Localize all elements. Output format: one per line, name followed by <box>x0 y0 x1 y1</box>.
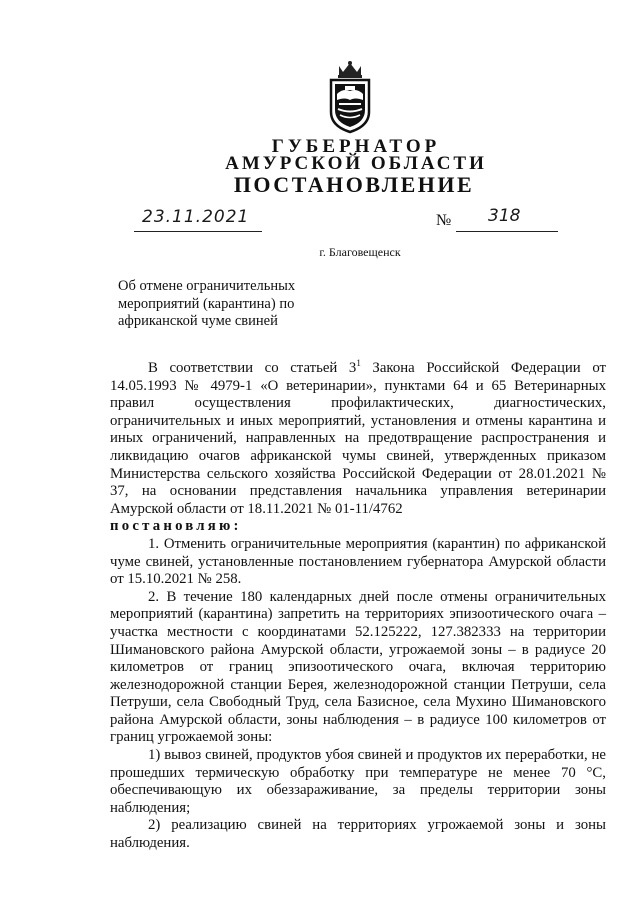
preamble-text-b: Закона Российской Федерации от 14.05.1993 № 4979-1 «О ветеринарии», пунктами 64 и 65 Ветеринарных правил осуществления профилактических, диагностических, ограничительных и иных мероприятий, установления и отмены карантина и иных ограничений, направленных на предотвращение распространения и ликвидацию очагов африканской чумы свиней, утвержденных приказом Министерства сельского хозяйства Российской Федерации от 28.01.2021 № 37, на основании представления начальника управления ветеринарии Амурской области от 18.11.2021 № 01-11/4762 <box>110 360 606 517</box>
document-subject: Об отмене ограничительных мероприятий (карантина) по африканской чуме свиней <box>118 278 296 329</box>
document-date: 23.11.2021 <box>142 207 250 227</box>
clause-1: 1. Отменить ограничительные мероприятия (карантин) по африканской чуме свиней, установленные постановлением губернатора Амурской области от 15.10.2021 № 258. <box>110 535 606 588</box>
document-body <box>110 360 606 853</box>
coat-of-arms-icon <box>325 60 375 136</box>
preamble-paragraph <box>110 360 606 518</box>
clause-2: 2. В течение 180 календарных дней после отмены ограничительных мероприятий (карантина) запретить на территориях эпизоотического очага – участка местности с координатами 52.125222, 127.382333 на территории Шимановского района Амурской области, угрожаемой зоны – в радиусе 20 километров от границ эпизоотического очага, включая территорию железнодорожной станции Берея, железнодорожной станции Петруши, села Петруши, села Свободный Труд, села Базисное, села Мухино Шимановского района Амурской области, зоны наблюдения – в радиусе 100 километров от границ угрожаемой зоны: <box>110 588 606 746</box>
region-title: АМУРСКОЙ ОБЛАСТИ <box>225 153 487 174</box>
preamble-superscript: 1 <box>356 358 361 369</box>
city-label: г. Благовещенск <box>319 245 401 259</box>
date-field <box>134 209 262 232</box>
number-label: № <box>436 212 452 229</box>
document-number: 318 <box>488 206 521 226</box>
number-field <box>456 206 558 232</box>
decree-word: постановляю: <box>110 518 242 535</box>
clause-2-2: 2) реализацию свиней на территориях угрожаемой зоны и зоны наблюдения. <box>110 817 606 852</box>
preamble-text-a: В соответствии со статьей 3 <box>148 360 357 376</box>
clause-2-1: 1) вывоз свиней, продуктов убоя свиней и продуктов их переработки, не прошедших термическую обработку при температуре не менее 70 °С, обеспечивающую их обеззараживание, за пределы территории зоны наблюдения; <box>110 747 606 816</box>
governor-title: ГУБЕРНАТОР <box>271 136 441 157</box>
document-type-title: ПОСТАНОВЛЕНИЕ <box>233 172 475 197</box>
